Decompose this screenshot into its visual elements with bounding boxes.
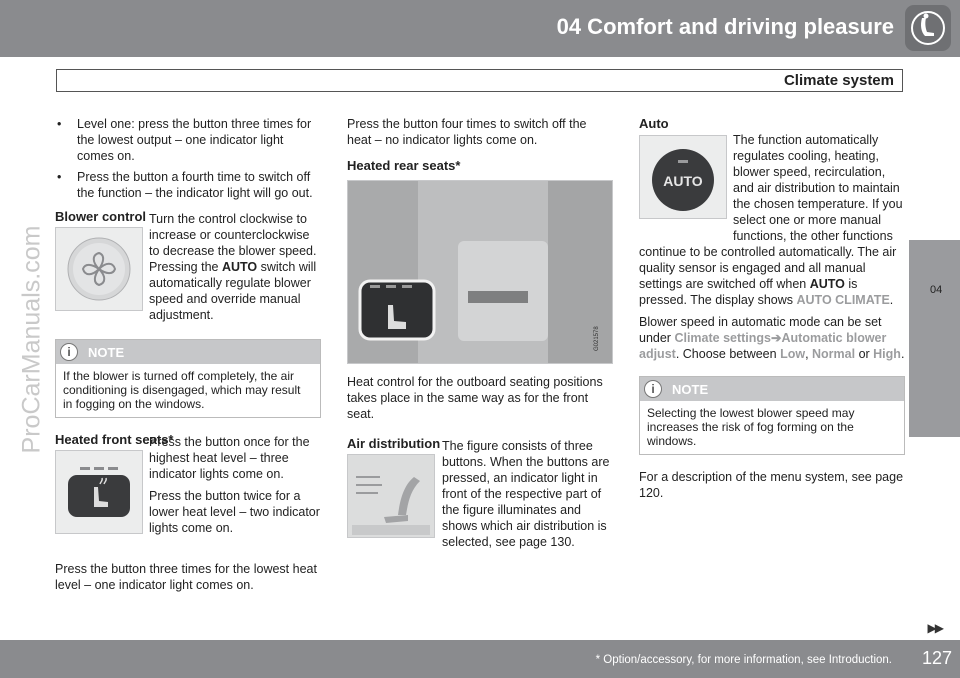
blower-speed-text: Blower speed in automatic mode can be set under Climate settings➔Automatic blower adjust. Choose between Low, Normal or High. (639, 315, 905, 361)
air-distribution-text: The figure consists of three buttons. When the buttons are pressed, an indicator light in front of the respective part of the figure illuminates and shows which air distribution is selected, see page 130. (442, 439, 610, 549)
page-header (0, 0, 960, 57)
rear-intro-text: Press the button four times to switch off the heat – no indicator lights come on. (347, 117, 587, 147)
front-seat-button-image (55, 450, 143, 534)
seat-icon (905, 5, 951, 51)
svg-text:G021578: G021578 (594, 326, 600, 351)
blower-knob-image (55, 227, 143, 311)
front-seats-text-end: Press the button three times for the lowest heat level – one indicator light comes on. (55, 562, 317, 592)
rear-seats-heading: Heated rear seats* (347, 158, 461, 173)
column-2 (347, 116, 613, 562)
menu-reference-text: For a description of the menu system, see page 120. (639, 470, 904, 500)
front-seats-text: Press the button once for the highest heat level – three indicator lights come on. Press the button twice for a lower heat level – two indicator lights come on. (149, 435, 320, 535)
note-box (639, 376, 905, 455)
watermark: ProCarManuals.com (17, 225, 46, 454)
auto-heading: Auto (639, 116, 669, 131)
bullet-item: • Level one: press the button three times for the lowest output – one indicator light comes on. (55, 116, 321, 164)
note-text: If the blower is turned off completely, the air conditioning is disengaged, which may result in fogging on the windows. (63, 369, 301, 411)
rear-seat-photo (347, 180, 613, 364)
page-number: 127 (921, 648, 952, 668)
chapter-title: 04 Comfort and driving pleasure (556, 14, 894, 39)
chapter-tab-label: 04 (930, 284, 943, 296)
next-page-icon: ▶▶ (927, 621, 942, 635)
svg-text:AUTO: AUTO (663, 173, 703, 189)
air-distribution-heading: Air distribution (347, 436, 441, 451)
column-3 (639, 116, 905, 507)
section-title: Climate system (783, 72, 894, 89)
front-seats-heading: Heated front seats* (55, 432, 174, 447)
info-icon: i (60, 343, 78, 361)
blower-text: Turn the control clockwise to increase or counterclockwise to decrease the blower speed. Pressing the AUTO switch will automatically regulate blower speed and override manual adjustment. (149, 212, 317, 322)
rear-seats-text: Heat control for the outboard seating positions takes place in the same way as for the front seat. (347, 375, 603, 421)
note-label: NOTE (672, 382, 709, 397)
column-1 (55, 116, 321, 599)
chapter-tab (909, 240, 960, 437)
footnote: * Option/accessory, for more information, see Introduction. (595, 654, 892, 666)
note-label: NOTE (88, 345, 125, 360)
air-distribution-image (347, 454, 435, 538)
section-bar (56, 69, 903, 92)
page-footer (0, 640, 960, 678)
auto-text: The function automatically regulates cooling, heating, blower speed, recirculation, and air distribution to maintain the chosen temperature. If you select one or more manual functions, the other functions continue to be controlled automatically. The air quality sensor is engaged and all manual settings are switched off when AUTO is pressed. The display shows AUTO CLIMATE. Blower speed in automatic mode can be set under Climate settings➔Automatic blower adjust. Choose between Low, Normal or High. (639, 133, 905, 361)
info-icon: i (644, 380, 662, 398)
blower-heading: Blower control (55, 209, 147, 224)
note-box (55, 339, 321, 418)
note-text: Selecting the lowest blower speed may increases the risk of fog forming on the windows. (647, 406, 855, 448)
bullet-item: • Press the button a fourth time to switch off the function – the indicator light will go out. (55, 169, 321, 201)
